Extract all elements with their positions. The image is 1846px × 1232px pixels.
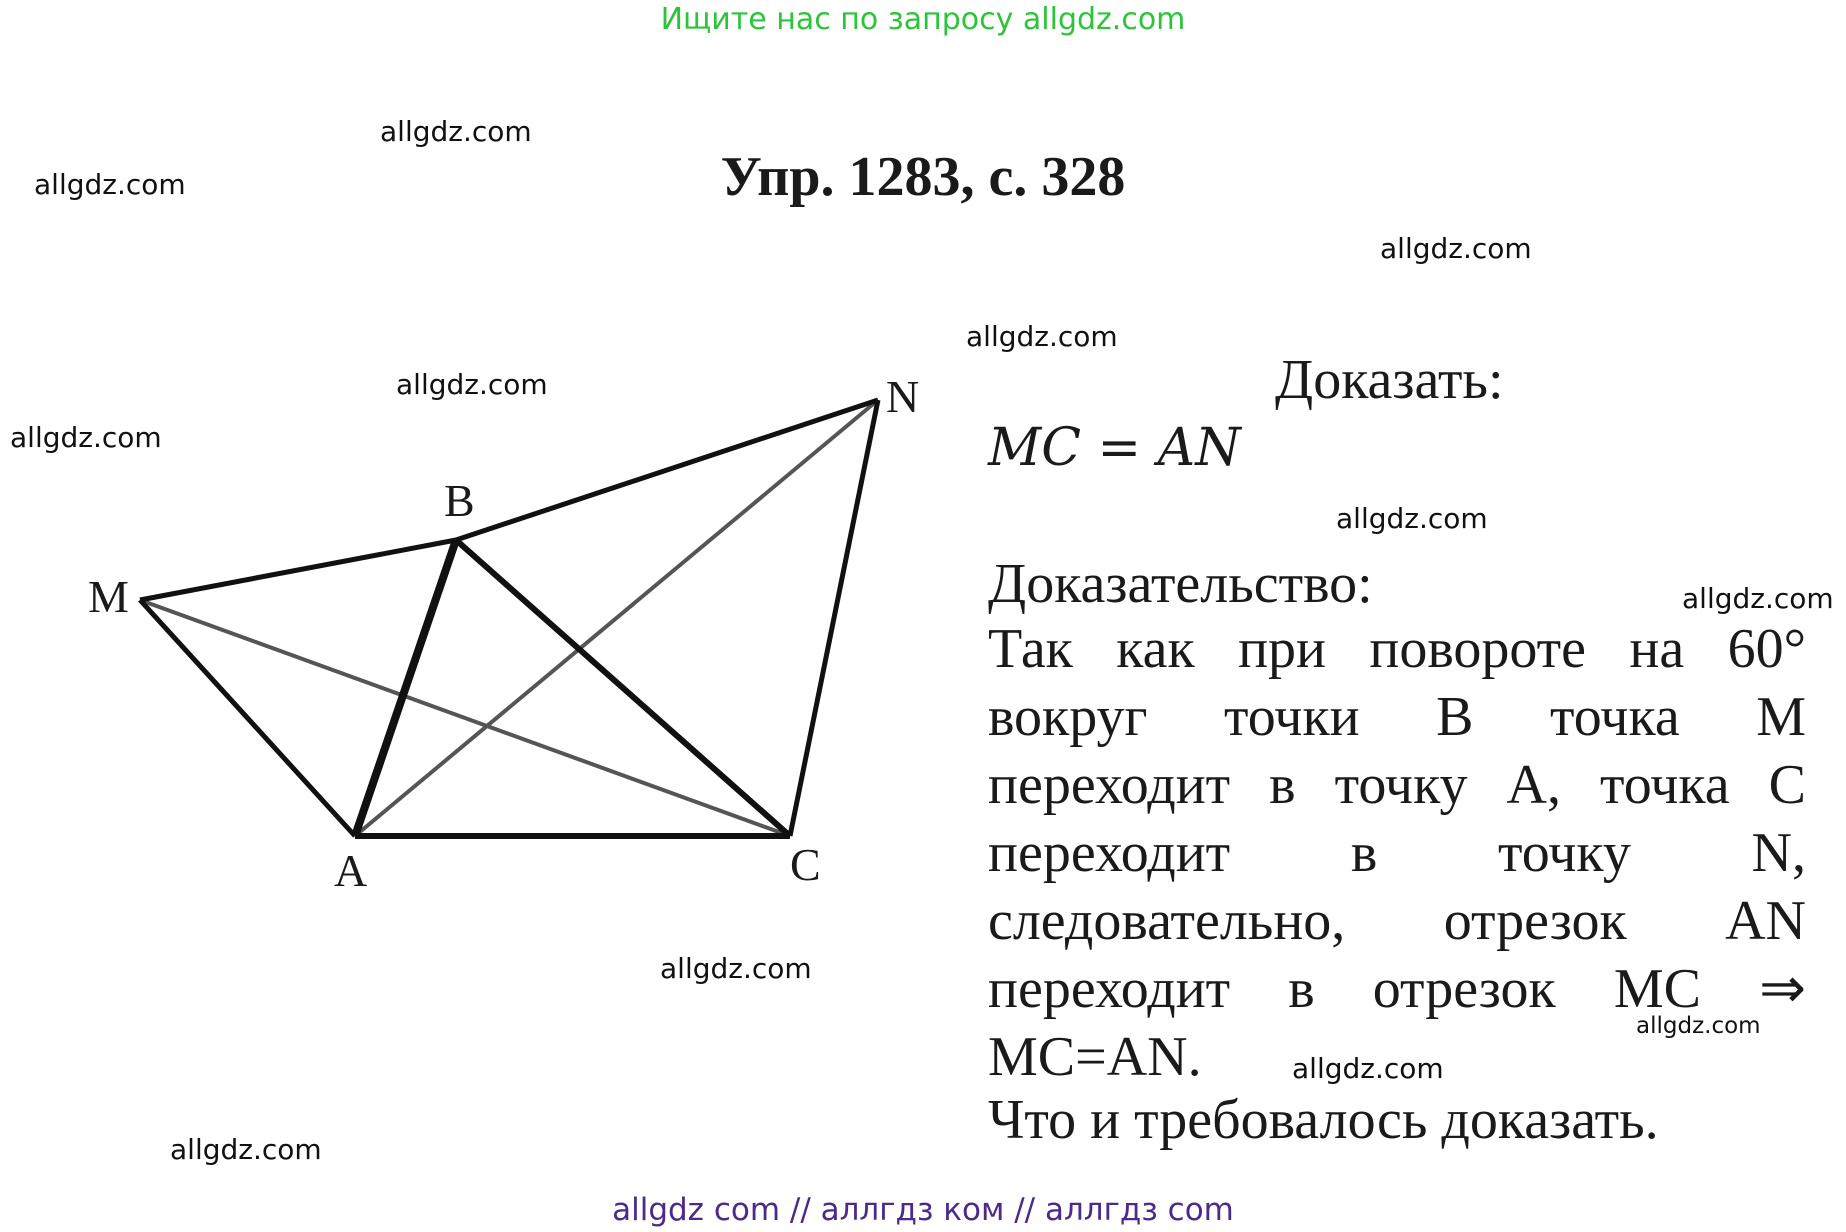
point-label-N: N bbox=[886, 371, 920, 422]
prove-formula: MC = AN bbox=[988, 418, 1241, 478]
exercise-title: Упр. 1283, с. 328 bbox=[720, 146, 1126, 208]
watermark: allgdz.com bbox=[396, 368, 548, 401]
watermark: allgdz.com bbox=[1380, 232, 1532, 265]
point-label-B: B bbox=[444, 475, 475, 526]
watermark: allgdz.com bbox=[380, 115, 532, 148]
watermark: allgdz.com bbox=[660, 952, 812, 985]
segment-BN bbox=[456, 400, 878, 540]
point-label-C: C bbox=[790, 839, 821, 890]
proof-conclusion: Что и требовалось доказать. bbox=[988, 1089, 1659, 1151]
segment-MB bbox=[140, 540, 456, 600]
segment-MA bbox=[140, 600, 355, 836]
watermark: allgdz.com bbox=[1336, 502, 1488, 535]
proof-text: Так как при повороте на 60° вокруг точки B точка M переходит в точку A, точка C переходит в точку N, следовательно, отрезок AN переходит в отрезок MC ⇒ MC=AN. bbox=[988, 618, 1806, 1088]
watermark: allgdz.com bbox=[1292, 1052, 1444, 1085]
segment-NC bbox=[790, 400, 878, 836]
segment-BC bbox=[456, 540, 790, 836]
point-label-A: A bbox=[334, 845, 368, 896]
watermark: allgdz.com bbox=[34, 168, 186, 201]
watermark: allgdz.com bbox=[170, 1133, 322, 1166]
prove-heading: Доказать: bbox=[1275, 349, 1504, 411]
watermark: allgdz.com bbox=[1682, 582, 1834, 615]
watermark: allgdz.com bbox=[1636, 1013, 1761, 1039]
watermark: allgdz.com bbox=[966, 320, 1118, 353]
watermark: allgdz.com bbox=[10, 421, 162, 454]
bottom-banner: allgdz com // аллгдз ком // аллгдз com bbox=[612, 1192, 1234, 1228]
proof-heading: Доказательство: bbox=[988, 553, 1373, 615]
top-banner: Ищите нас по запросу allgdz.com bbox=[660, 2, 1186, 37]
segment-MC bbox=[140, 600, 790, 836]
point-label-M: M bbox=[88, 571, 129, 622]
